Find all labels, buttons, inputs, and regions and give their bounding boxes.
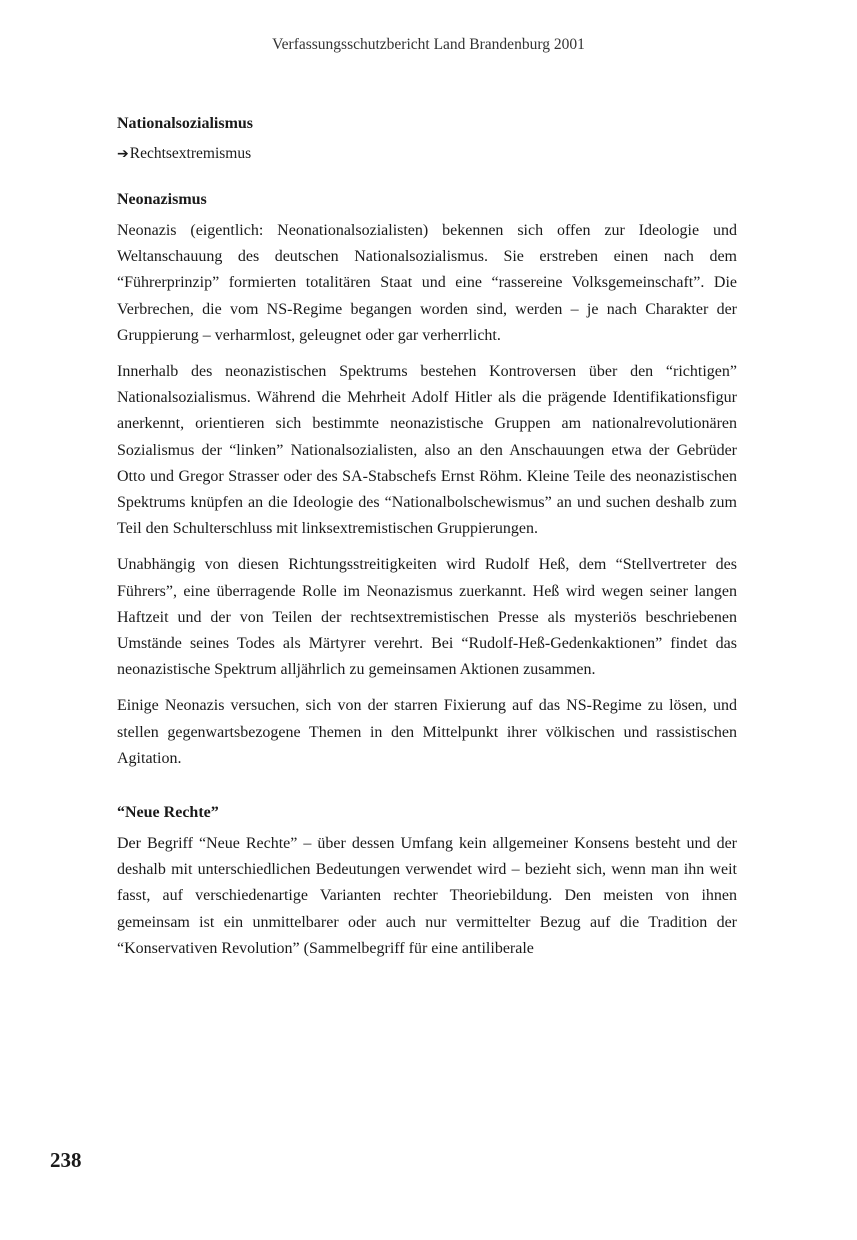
paragraph: Innerhalb des neonazistischen Spektrums bestehen Kontroversen über den “richtigen” Nationalsozialismus. Während die Mehrheit Adolf Hitler als die prägende Identifikationsfigur anerkennt, orientieren sich bestimmte neonazistische Gruppen am nationalrevolutionären Sozialismus der “linken” Nationalsozialisten, also an den Anschauungen etwa der Gebrüder Otto und Gregor Strasser oder des SA-Stabschefs Ernst Röhm. Kleine Teile des neonazistischen Spektrums knüpfen an die Ideologie des “Nationalbolschewismus” an und suchen deshalb zum Teil den Schulterschluss mit linksextremistischen Gruppierungen.: [117, 363, 737, 538]
arrow-right-icon: ➔: [117, 146, 129, 162]
running-header: Verfassungsschutzbericht Land Brandenburg 2001: [272, 36, 585, 53]
entry-neonazismus: [117, 188, 737, 772]
entry-nationalsozialismus: [117, 112, 737, 166]
entry-title-neonazismus: Neonazismus: [117, 191, 207, 208]
cross-reference[interactable]: [117, 142, 737, 166]
page-body: [117, 112, 737, 962]
entry-title-nationalsozialismus: Nationalsozialismus: [117, 115, 254, 132]
paragraph: Einige Neonazis versuchen, sich von der starren Fixierung auf das NS-Regime zu lösen, und stellen gegenwartsbezogene Themen in den Mittelpunkt ihrer völkischen und rassistischen Agitation.: [117, 697, 737, 767]
page-number: 238: [50, 1148, 82, 1172]
paragraph: Neonazis (eigentlich: Neonationalsozialisten) bekennen sich offen zur Ideologie und Weltanschauung des deutschen Nationalsozialismus. Sie erstreben einen nach dem “Führerprinzip” formierten totalitären Staat und eine “rassereine Volksgemeinschaft”. Die Verbrechen, die vom NS-Regime begangen worden sind, werden – je nach Charakter der Gruppierung – verharmlost, geleugnet oder gar verherrlicht.: [117, 222, 737, 344]
entry-neue-rechte: [117, 801, 737, 962]
paragraph: Unabhängig von diesen Richtungsstreitigkeiten wird Rudolf Heß, dem “Stellvertreter des Führers”, eine überragende Rolle im Neonazismus zuerkannt. Heß wird wegen seiner langen Haftzeit und der von Teilen der rechtsextremistischen Presse als mysteriös beschriebenen Umstände seines Todes als Märtyrer verehrt. Bei “Rudolf-Heß-Gedenkaktionen” findet das neonazistische Spektrum alljährlich zu gemeinsamen Aktionen zusammen.: [117, 556, 737, 679]
cross-reference-label: Rechtsextremismus: [129, 145, 252, 162]
paragraph: Der Begriff “Neue Rechte” – über dessen Umfang kein allgemeiner Konsens besteht und der deshalb mit unterschiedlichen Bedeutungen verwendet wird – bezieht sich, wenn man ihn weit fasst, auf verschiedenartige Varianten rechter Theoriebildung. Den meisten von ihnen gemeinsam ist ein unmittelbarer oder auch nur vermittelter Bezug auf die Tradition der “Konservativen Revolution” (Sammelbegriff für eine antiliberale: [117, 835, 737, 957]
entry-title-neue-rechte: “Neue Rechte”: [117, 804, 219, 822]
